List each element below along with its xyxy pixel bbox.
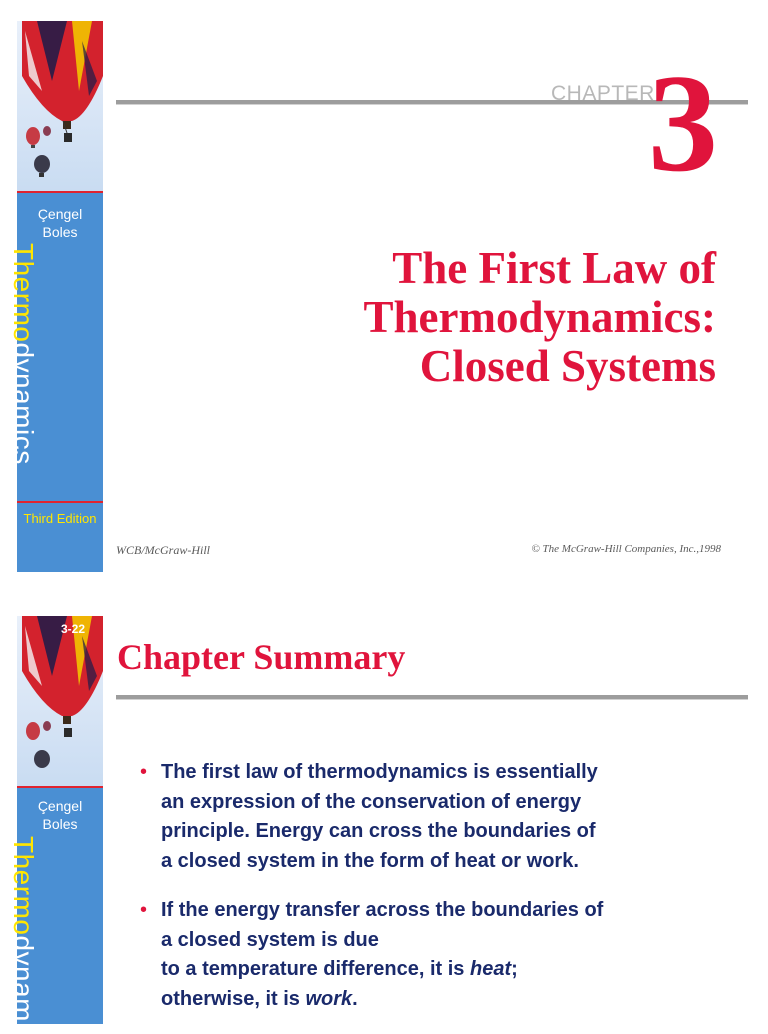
bullet-line: a closed system in the form of heat or work. (161, 849, 579, 872)
edition-label: Third Edition (23, 511, 97, 526)
book-cover-sidebar (8, 21, 103, 572)
bullet-item (140, 896, 760, 1014)
bullet-line: The first law of thermodynamics is essentially (161, 761, 598, 783)
summary-slide (0, 580, 768, 1024)
balloon-photo (17, 21, 103, 191)
title-rest: dynam (8, 935, 39, 1023)
bullet-item (140, 758, 760, 876)
chapter-number: 3 (648, 46, 718, 201)
chapter-label: CHAPTER (551, 82, 655, 105)
bullet-marker: • (140, 899, 148, 921)
balloon-photo (17, 616, 103, 786)
title-highlight: Thermo (8, 836, 39, 936)
bullet-line: If the energy transfer across the boundaries of (161, 899, 604, 921)
text-run: ; (511, 958, 518, 980)
divider-line (17, 786, 103, 788)
author-1: Çengel (37, 206, 83, 222)
publisher-label: WCB/McGraw-Hill (116, 543, 210, 557)
title-line-2: Thermodynamics: (363, 292, 716, 342)
author-names (17, 797, 103, 833)
author-2: Boles (42, 224, 78, 240)
bullet-line: a closed system is due (161, 928, 379, 951)
page-number: 3-22 (61, 622, 86, 636)
bullet-line: principle. Energy can cross the boundaries of (161, 820, 596, 842)
chapter-title (364, 244, 717, 391)
title-line-3: Closed Systems (419, 341, 716, 391)
title-rest: dynamics (8, 342, 39, 465)
title-line-1: The First Law of (392, 243, 716, 293)
copyright-label: © The McGraw-Hill Companies, Inc.,1998 (531, 543, 721, 555)
title-highlight: Thermo (8, 243, 39, 343)
text-run: to a temperature difference, it is (161, 958, 470, 980)
summary-bullet-list (140, 758, 760, 1034)
book-cover-sidebar (8, 616, 103, 1024)
author-1: Çengel (37, 798, 83, 814)
divider-line (17, 501, 103, 503)
book-title-vertical (6, 836, 40, 1022)
bullet-line (161, 985, 760, 1015)
header-rule (116, 695, 748, 700)
emphasis-work: work (305, 987, 353, 1010)
slide-title: Chapter Summary (117, 637, 406, 677)
book-title-vertical (6, 243, 40, 465)
divider-line (17, 191, 103, 193)
text-run: . (352, 987, 358, 1010)
text-run: otherwise, it is (161, 987, 306, 1010)
emphasis-heat: heat (469, 958, 512, 980)
bullet-line: an expression of the conservation of energy (161, 790, 582, 813)
bullet-marker: • (140, 761, 148, 783)
author-names (17, 205, 103, 241)
bullet-line (161, 955, 760, 985)
author-2: Boles (42, 816, 78, 832)
